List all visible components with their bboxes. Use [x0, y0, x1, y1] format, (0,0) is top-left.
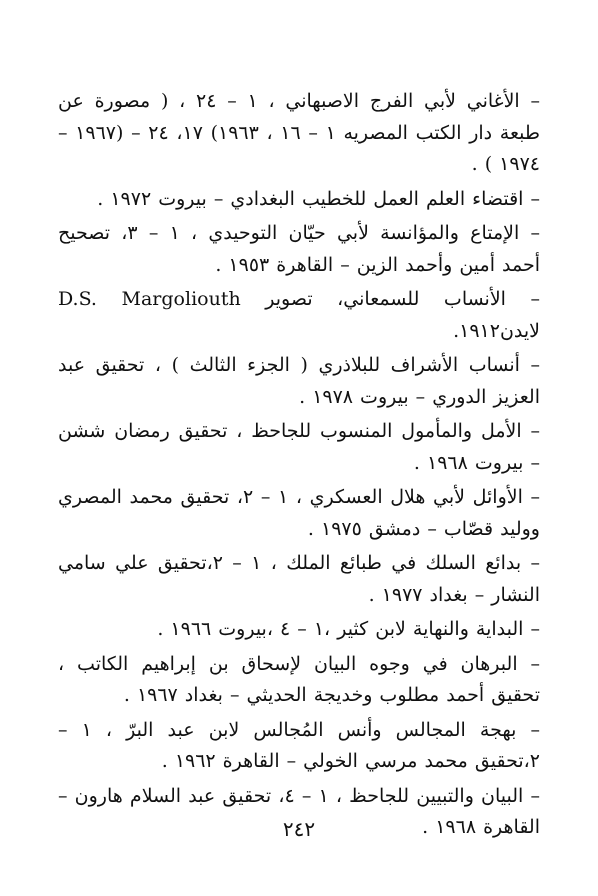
bibliography-entry: – الأنساب للسمعاني، تصوير D.S. Margoliouth لايدن١٩١٢.: [58, 288, 541, 342]
page-number: ٢٤٢: [282, 817, 316, 841]
bibliography-entry: – الأغاني لأبي الفرج الاصبهاني ، ١ – ٢٤ ، ( مصورة عن طبعة دار الكتب المصريه ١ – ١٦ ، ١٩٦٣) ١٧، ٢٤ – (١٩٦٧ – ١٩٧٤ ) .: [58, 90, 541, 175]
bibliography-entry: – البداية والنهاية لابن كثير ،١ – ٤ ،بيروت ١٩٦٦ .: [157, 618, 540, 640]
bibliography-entry: – بهجة المجالس وأنس المُجالس لابن عبد البرّ ، ١ – ٢،تحقيق محمد مرسي الخولي – القاهرة ١٩٦٢ .: [58, 718, 540, 772]
bibliography-list: [58, 86, 540, 844]
bibliography-entry: – الأمل والمأمول المنسوب للجاحظ ، تحقيق رمضان ششن – بيروت ١٩٦٨ .: [58, 420, 540, 474]
bibliography-entry: – الإمتاع والمؤانسة لأبي حيّان التوحيدي ، ١ – ٣، تصحيح أحمد أمين وأحمد الزين – القاهرة ١٩٥٣ .: [58, 222, 540, 276]
bibliography-entry: – البيان والتبيين للجاحظ ، ١ – ٤، تحقيق عبد السلام هارون – القاهرة ١٩٦٨ .: [58, 784, 540, 838]
bibliography-entry: – الأوائل لأبي هلال العسكري ، ١ – ٢، تحقيق محمد المصري ووليد قصّاب – دمشق ١٩٧٥ .: [58, 486, 540, 540]
bibliography-entry: – اقتضاء العلم العمل للخطيب البغدادي – بيروت ١٩٧٢ .: [97, 187, 540, 210]
bibliography-entry: – أنساب الأشراف للبلاذري ( الجزء الثالث ) ، تحقيق عبد العزيز الدوري – بيروت ١٩٧٨ .: [58, 354, 540, 408]
bibliography-entry: – بدائع السلك في طبائع الملك ، ١ – ٢،تحقيق علي سامي النشار – بغداد ١٩٧٧ .: [58, 552, 540, 606]
bibliography-entry: – البرهان في وجوه البيان لإسحاق بن إبراهيم الكاتب ، تحقيق أحمد مطلوب وخديجة الحديثي – بغداد ١٩٦٧ .: [58, 652, 540, 706]
